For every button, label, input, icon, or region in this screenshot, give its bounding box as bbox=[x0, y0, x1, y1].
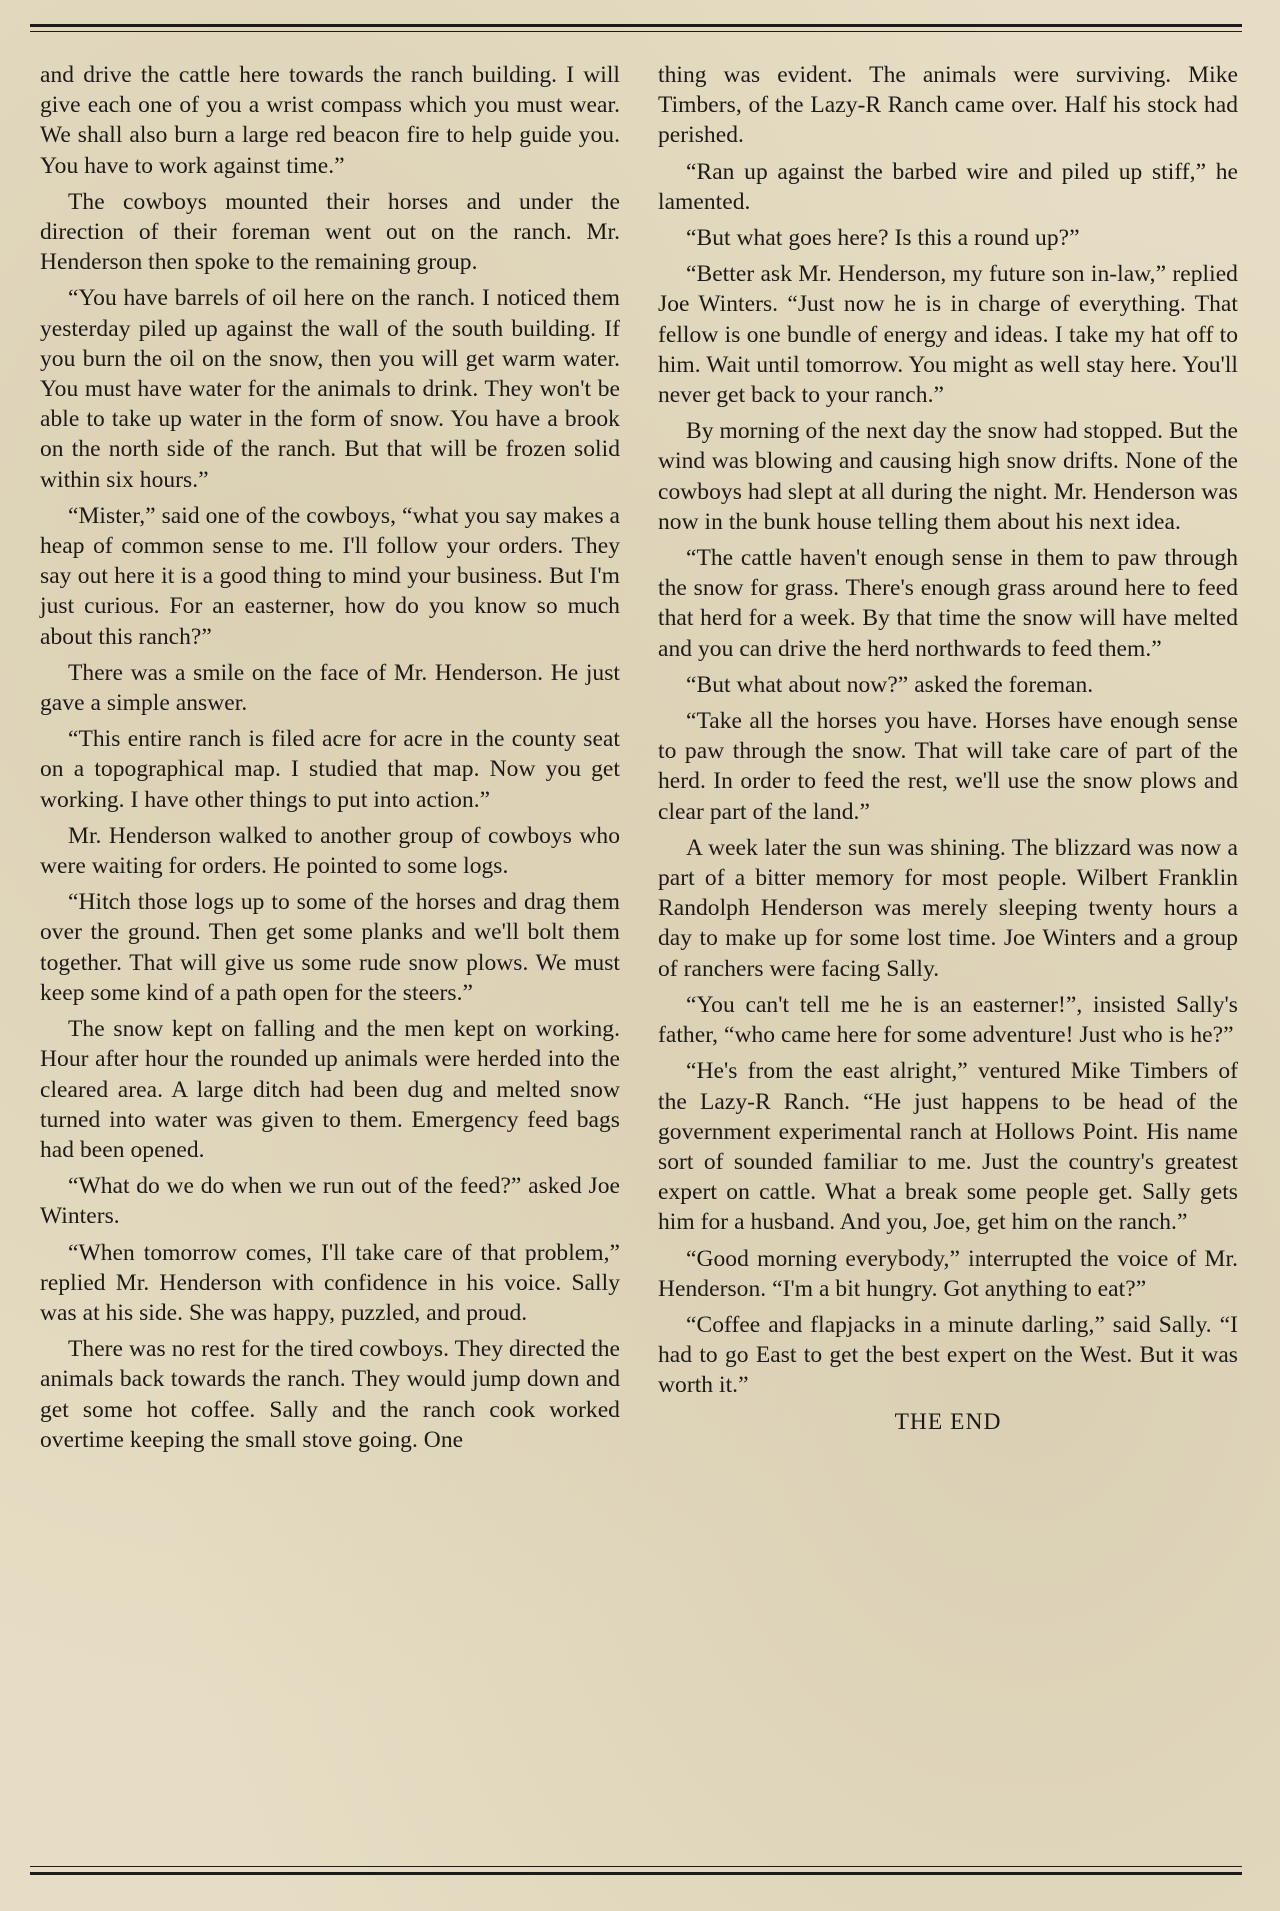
paragraph: “Good morning everybody,” interrupted the voice of Mr. Henderson. “I'm a bit hungry. Got anything to eat?” bbox=[658, 1245, 1238, 1302]
paragraph: “You have barrels of oil here on the ranch. I noticed them yesterday piled up against the wall of the south building. If you burn the oil on the snow, then you will get warm water. You must have water for the animals to drink. They won't be able to take up water in the form of snow. You have a brook on the north side of the ranch. But that will be frozen solid within six hours.” bbox=[40, 285, 620, 493]
paragraph: “Better ask Mr. Henderson, my future son in-law,” replied Joe Winters. “Just now he is in charge of everything. That fellow is one bundle of energy and ideas. I take my hat off to him. Wait until tomorrow. You might as well stay here. You'll never get back to your ranch.” bbox=[658, 261, 1238, 409]
paragraph: “This entire ranch is filed acre for acre in the county seat on a topographical map. I studied that map. Now you get working. I have other things to put into action.” bbox=[40, 726, 620, 813]
paragraph: The cowboys mounted their horses and under the direction of their foreman went out on the ranch. Mr. Henderson then spoke to the remaining group. bbox=[40, 188, 620, 276]
right-column bbox=[658, 60, 1238, 1443]
paragraph: “Mister,” said one of the cowboys, “what you say makes a heap of common sense to me. I'll follow your orders. They say out here it is a good thing to mind your business. But I'm just curious. For an easterner, how do you know so much about this ranch?” bbox=[40, 502, 620, 650]
top-rule bbox=[30, 24, 1242, 27]
top-rule-thin bbox=[30, 31, 1242, 32]
left-column bbox=[40, 60, 620, 1461]
paragraph: “You can't tell me he is an easterner!”, insisted Sally's father, “who came here for some adventure! Just who is he?” bbox=[658, 991, 1238, 1049]
bottom-rule-thin bbox=[30, 1866, 1242, 1867]
paragraph: “Ran up against the barbed wire and piled up stiff,” he lamented. bbox=[658, 158, 1238, 215]
paragraph: “But what goes here? Is this a round up?” bbox=[686, 225, 1080, 252]
paragraph: “When tomorrow comes, I'll take care of that problem,” replied Mr. Henderson with confidence in his voice. Sally was at his side. She was happy, puzzled, and proud. bbox=[40, 1239, 620, 1326]
paragraph: “He's from the east alright,” ventured Mike Timbers of the Lazy-R Ranch. “He just happens to be head of the government experimental ranch at Hollows Point. His name sort of sounded familiar to me. Just the country's greatest expert on cattle. What a break some people get. Sally gets him for a husband. And you, Joe, get him on the ranch.” bbox=[658, 1058, 1238, 1236]
paragraph: “What do we do when we run out of the feed?” asked Joe Winters. bbox=[40, 1173, 620, 1230]
paragraph: thing was evident. The animals were surviving. Mike Timbers, of the Lazy-R Ranch came over. Half his stock had perished. bbox=[658, 62, 1238, 149]
paragraph: “But what about now?” asked the foreman. bbox=[686, 671, 1094, 698]
paragraph: A week later the sun was shining. The blizzard was now a part of a bitter memory for most people. Wilbert Franklin Randolph Henderson was merely sleeping twenty hours a day to make up for some lost time. Joe Winters and a group of ranchers were facing Sally. bbox=[658, 834, 1238, 982]
paragraph: The snow kept on falling and the men kept on working. Hour after hour the rounded up animals were herded into the cleared area. A large ditch had been dug and melted snow turned into water was given to them. Emergency feed bags had been opened. bbox=[40, 1016, 620, 1163]
the-end-label: THE END bbox=[894, 1408, 1002, 1435]
paragraph: “The cattle haven't enough sense in them to paw through the snow for grass. There's enough grass around here to feed that herd for a week. By that time the snow will have melted and you can drive the herd northwards to feed them.” bbox=[658, 545, 1238, 662]
paragraph: “Take all the horses you have. Horses have enough sense to paw through the snow. That will take care of part of the herd. In order to feed the rest, we'll use the snow plows and clear part of the land.” bbox=[658, 708, 1238, 825]
paragraph: There was a smile on the face of Mr. Henderson. He just gave a simple answer. bbox=[40, 659, 620, 717]
bottom-rule bbox=[30, 1872, 1242, 1875]
paragraph: “Coffee and flapjacks in a minute darling,” said Sally. “I had to go East to get the best expert on the West. But it was worth it.” bbox=[658, 1311, 1238, 1399]
paragraph: There was no rest for the tired cowboys. They directed the animals back towards the ranch. They would jump down and get some hot coffee. Sally and the ranch cook worked overtime keeping the small stove going. One bbox=[40, 1336, 620, 1453]
paragraph: By morning of the next day the snow had stopped. But the wind was blowing and causing high snow drifts. None of the cowboys had slept at all during the night. Mr. Henderson was now in the bunk house telling them about his next idea. bbox=[658, 418, 1238, 535]
paragraph: and drive the cattle here towards the ranch building. I will give each one of you a wrist compass which you must wear. We shall also burn a large red beacon fire to help guide you. You have to work against time.” bbox=[40, 62, 620, 179]
paragraph: Mr. Henderson walked to another group of cowboys who were waiting for orders. He pointed to some logs. bbox=[40, 822, 620, 880]
paragraph: “Hitch those logs up to some of the horses and drag them over the ground. Then get some planks and we'll bolt them together. That will give us some rude snow plows. We must keep some kind of a path open for the steers.” bbox=[40, 889, 620, 1006]
